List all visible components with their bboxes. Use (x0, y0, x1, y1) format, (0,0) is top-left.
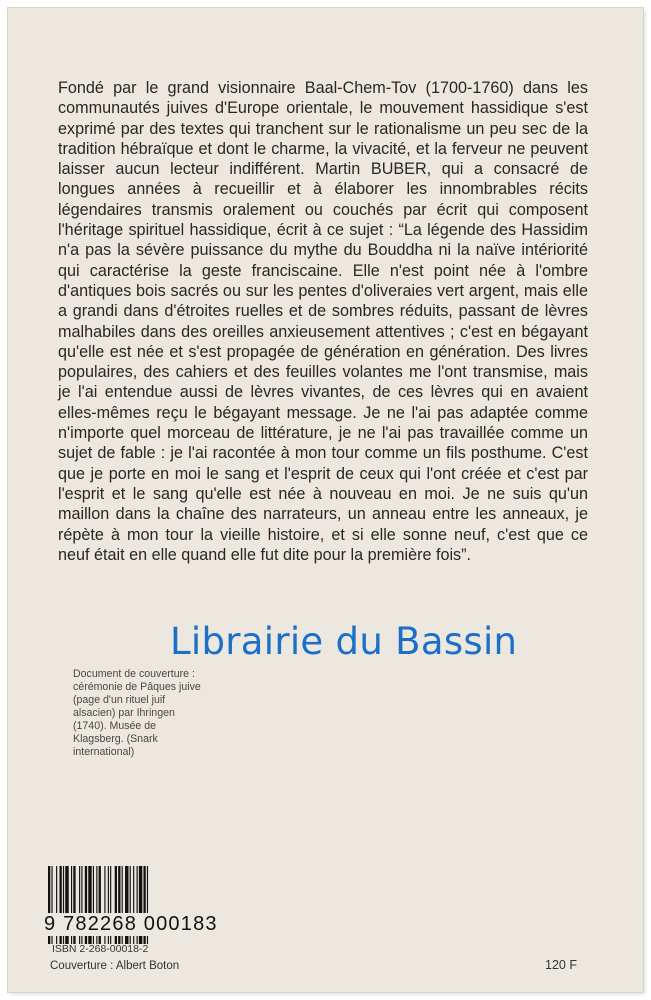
credit-line: (page d'un rituel juif (73, 694, 166, 706)
credit-line: Klagsberg. (Snark (73, 733, 158, 745)
credit-line: alsacien) par Ihringen (73, 707, 175, 719)
price-label: 120 F (545, 958, 577, 972)
credit-line: international) (73, 746, 135, 758)
credit-line: Document de couverture : (73, 668, 195, 680)
barcode-number: 9 782268 000183 (44, 913, 218, 935)
credit-line: (1740). Musée de (73, 720, 157, 732)
back-cover-blurb: Fondé par le grand visionnaire Baal-Chem-Tov (1700-1760) dans les communautés juives d'Europe orientale, le mouvement hassidique s'est exprimé par des textes qui tranchent sur le rationalisme un peu sec de la tradition hébraïque et dont le charme, la vivacité, et la ferveur ne peuvent laisser aucun lecteur indifférent. Martin BUBER, qui a consacré de longues années à recueillir et à élaborer les innombrables récits légendaires transmis oralement ou couchés par écrit qui composent l'héritage spirituel hassidique, écrit à ce sujet : “La légende des Hassidim n'a pas la sévère puissance du mythe du Bouddha ni la naïve intériorité qui caractérise la geste franciscaine. Elle n'est point née à l'ombre d'antiques bois sacrés ou sur les pentes d'oliveraies vert argent, mais elle a grandi dans d'étroites ruelles et de sombres réduits, passant de lèvres malhabiles dans des oreilles anxieusement attentives ; c'est en bégayant qu'elle est née et s'est propagée de génération en génération. Des livres populaires, des cahiers et des feuilles volantes me l'ont transmise, mais je l'ai entendue aussi de lèvres vivantes, de ces lèvres qui en avaient elles-mêmes reçu le bégayant message. Je ne l'ai pas adaptée comme n'importe quel morceau de littérature, je ne l'ai pas travaillée comme un sujet de fable : je l'ai racontée à mon tour comme un fils posthume. C'est que je porte en moi le sang et l'esprit de ceux qui l'ont créée et c'est par l'esprit et le sang qu'elle est née à nouveau en moi. Je ne suis qu'un maillon dans la chaîne des narrateurs, un anneau entre les anneaux, je répète à mon tour la vieille histoire, et si elle sonne neuf, c'est que ce neuf était en elle quand elle fut dite pour la première fois”. (58, 79, 588, 564)
book-back-cover (8, 8, 643, 992)
cover-document-credit (73, 668, 223, 759)
bookshop-watermark: Librairie du Bassin (170, 620, 518, 663)
credit-line: cérémonie de Pâques juive (73, 681, 201, 693)
isbn-label: ISBN 2-268-00018-2 (52, 943, 149, 955)
cover-designer-credit: Couverture : Albert Boton (50, 960, 180, 972)
